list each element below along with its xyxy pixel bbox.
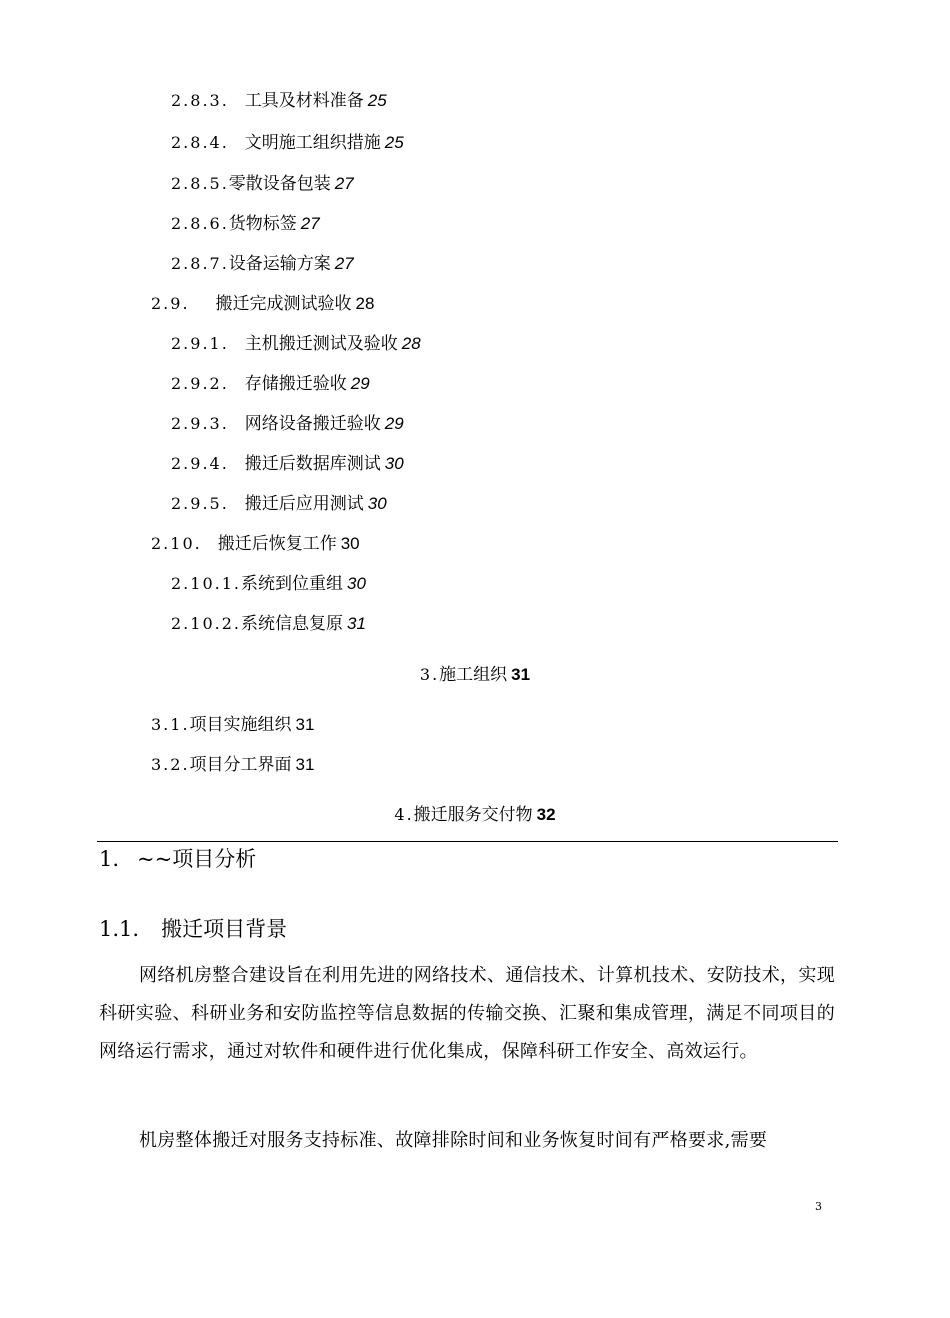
section-divider: [97, 841, 838, 842]
body-paragraph: 机房整体搬迁对服务支持标准、故障排除时间和业务恢复时间有严格要求,需要: [139, 1130, 768, 1151]
toc-entry-chapter[interactable]: [0, 664, 950, 686]
toc-number: 2.8.4.: [171, 133, 229, 152]
heading-prefix: ~~: [137, 847, 173, 871]
toc-number: 2.9.3.: [171, 414, 229, 433]
toc-title: 主机搬迁测试及验收: [244, 334, 398, 354]
toc-entry[interactable]: [171, 573, 366, 595]
toc-page: 29: [384, 414, 404, 433]
body-paragraph: 网络机房整合建设旨在利用先进的网络技术、通信技术、计算机技术、安防技术，实现科研实验、科研业务和安防监控等信息数据的传输交换、汇聚和集成管理，满足不同项目的网络运行需求，通过对软件和硬件进行优化集成，保障科研工作安全、高效运行。: [99, 965, 835, 1062]
toc-number: 2.10.2.: [171, 614, 241, 633]
toc-entry[interactable]: [151, 754, 314, 776]
toc-title: 存储搬迁验收: [244, 374, 347, 394]
toc-page: 28: [401, 334, 421, 353]
toc-number: 2.10.: [151, 534, 202, 553]
page-number: 3: [815, 1200, 822, 1213]
toc-title: 搬迁服务交付物: [413, 805, 533, 825]
toc-page: 31: [295, 755, 315, 774]
toc-number: 2.8.5.: [171, 174, 229, 193]
toc-page: 28: [355, 294, 375, 313]
toc-entry[interactable]: [171, 373, 370, 395]
toc-title: 搬迁后数据库测试: [244, 454, 381, 474]
toc-title: 系统到位重组: [240, 574, 343, 594]
toc-number: 2.9.: [151, 294, 190, 313]
toc-entry[interactable]: [171, 253, 354, 275]
toc-title: 货物标签: [228, 214, 297, 234]
toc-number: 3.1.: [151, 715, 190, 734]
toc-title: 工具及材料准备: [244, 91, 364, 111]
toc-entry[interactable]: [151, 293, 374, 315]
toc-title: 搬迁后应用测试: [244, 494, 364, 514]
toc-entry[interactable]: [171, 413, 404, 435]
toc-page: 30: [340, 534, 360, 553]
heading-title: 搬迁项目背景: [161, 917, 288, 941]
toc-entry-chapter[interactable]: [0, 804, 950, 826]
toc-page: 25: [384, 133, 404, 152]
toc-number: 2.8.7.: [171, 254, 229, 273]
toc-page: 30: [384, 454, 404, 473]
toc-title: 文明施工组织措施: [244, 133, 381, 153]
toc-number: 2.10.1.: [171, 574, 241, 593]
toc-number: 2.9.2.: [171, 374, 229, 393]
toc-number: 2.8.3.: [171, 91, 229, 110]
toc-title: 搬迁完成测试验收: [215, 294, 352, 314]
toc-page: 32: [536, 805, 556, 824]
toc-entry[interactable]: [171, 453, 404, 475]
toc-entry[interactable]: [171, 90, 387, 112]
toc-number: 2.9.5.: [171, 494, 229, 513]
toc-entry[interactable]: [151, 533, 360, 555]
toc-page: 27: [334, 254, 354, 273]
toc-page: 29: [350, 374, 370, 393]
toc-title: 项目分工界面: [189, 755, 292, 775]
toc-entry[interactable]: [171, 493, 387, 515]
heading-number: 1.1.: [99, 917, 140, 941]
heading-title: 项目分析: [172, 847, 257, 871]
toc-number: 2.9.1.: [171, 334, 229, 353]
toc-page: 27: [300, 214, 320, 233]
toc-title: 网络设备搬迁验收: [244, 414, 381, 434]
toc-number: 4.: [394, 805, 414, 824]
toc-title: 项目实施组织: [189, 715, 292, 735]
heading-level-1: [99, 846, 256, 872]
toc-entry[interactable]: [171, 333, 421, 355]
toc-entry[interactable]: [171, 213, 320, 235]
toc-entry[interactable]: [171, 613, 366, 635]
toc-page: 31: [346, 614, 366, 633]
toc-number: 2.9.4.: [171, 454, 229, 473]
heading-level-2: [99, 916, 287, 942]
toc-page: 30: [346, 574, 366, 593]
toc-page: 27: [334, 174, 354, 193]
toc-title: 搬迁后恢复工作: [217, 534, 337, 554]
toc-number: 2.8.6.: [171, 214, 229, 233]
toc-page: 25: [367, 91, 387, 110]
toc-number: 3.2.: [151, 755, 190, 774]
toc-entry[interactable]: [151, 714, 314, 736]
heading-number: 1.: [99, 847, 120, 871]
toc-page: 31: [295, 715, 315, 734]
toc-entry[interactable]: [171, 132, 404, 154]
toc-title: 零散设备包装: [228, 174, 331, 194]
toc-entry[interactable]: [171, 173, 354, 195]
toc-title: 系统信息复原: [240, 614, 343, 634]
toc-title: 设备运输方案: [228, 254, 331, 274]
toc-page: 30: [367, 494, 387, 513]
toc-title: 施工组织: [439, 665, 508, 685]
toc-number: 3.: [419, 665, 440, 684]
toc-page: 31: [511, 665, 531, 684]
